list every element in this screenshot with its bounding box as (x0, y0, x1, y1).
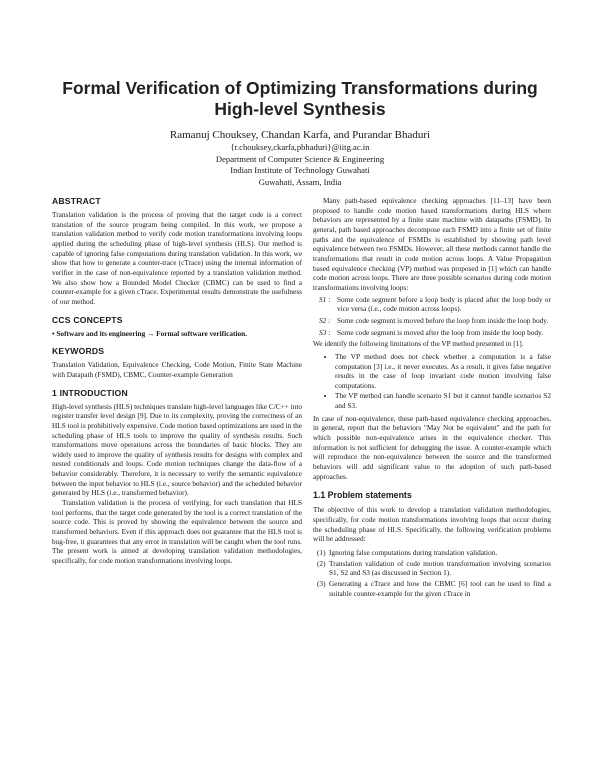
list-item (317, 578, 551, 598)
institute: Indian Institute of Technology Guwahati (230, 165, 370, 176)
affiliation-block (40, 142, 560, 188)
limitations-intro: We identify the following limitations of the VP method presented in [1]. (313, 339, 524, 349)
scenario-text: Some code segment before a loop body is placed after the loop body or vice versa (i.e., code motion across loops). (337, 294, 551, 314)
problem-statements-heading: 1.1 Problem statements (313, 490, 412, 501)
item-text: Ignoring false computations during translation validation. (329, 548, 498, 557)
list-item (317, 548, 551, 558)
item-number: (3) (317, 578, 326, 588)
list-item (317, 558, 551, 578)
scenario-text: Some code segment is moved before the loop from inside the loop body. (337, 315, 549, 325)
scenario-item (319, 295, 551, 314)
department: Department of Computer Science & Engineering (215, 153, 385, 164)
scenario-label: S3 : (319, 327, 331, 337)
location: Guwahati, Assam, India (258, 176, 342, 187)
keywords-text: Translation Validation, Equivalence Checking, Code Motion, Finite State Machine with Datapath (FSMD), CBMC, Counter-example Generation (52, 360, 302, 379)
objective-paragraph: The objective of this work to develop a translation validation methodologies, specifically, for code motion transformations involving loops that occur during the scheduling phase of HLS. Specifically, the following verification problems will be addressed: (313, 505, 551, 544)
intro-paragraph-2: Translation validation is the process of verifying, for each translation that HLS tool performs, that the target code generated by the tool is a correct translation of the source code. This is proved by showing the equivalence between the source and transformed behaviors. Even if this approach does not guarantee that the HLS tool is bug-free, it guarantees that any error in translation will be caught when the tool runs. The present work is aimed at developing translation validation methodologies, specifically, for code motion transformations involving loops. (52, 498, 302, 566)
abstract-heading: ABSTRACT (52, 196, 101, 206)
nonequivalence-paragraph: In case of non-equivalence, these path-based equivalence checking approaches, in general, report that the behaviors "May Not be equivalent" and the path for which possible non-equivalence arises in the equivalence checker. This information is not sufficient for debugging the issue. A counter-example which will reproduce the non-equivalence between the source and the transformed behaviors will add significant value to the adoption of such path-based approaches. (313, 413, 551, 481)
scenario-item (319, 328, 551, 338)
item-number: (2) (317, 558, 326, 568)
intro-paragraph-1: High-level synthesis (HLS) techniques translate high-level languages like C/C++ into register transfer level design [9]. Due to its complexity, proving the correctness of an HLS tool is prohibitively expensive. Code motion based optimizations are used in the scheduling phase of HLS tools to improve the quality of synthesis results. Such transformations move operations across the boundaries of basic blocks. They are widely used to improve the quality of synthesis results for designs with complex and nested conditionals and loops. Code motion techniques change the data-flow of a behavior considerably. Therefore, it is necessary to verify the semantic equivalence between the input behavior to HLS (i.e., source behavior) and the scheduled behavior generated by HLS (i.e., transformed behavior). (52, 401, 302, 498)
scenario-text: Some code segment is moved after the loop from inside the loop body. (337, 327, 544, 337)
ccs-heading: CCS CONCEPTS (52, 314, 123, 325)
ccs-concepts: • Software and its engineering → Formal software verification. (52, 328, 248, 338)
scenario-item (319, 316, 551, 326)
scenario-label: S2 : (319, 315, 331, 325)
item-text: Translation validation of code motion transformation involving scenarios S1, S2 and S3 (as discussed in Section 1). (329, 558, 551, 578)
left-column (52, 196, 302, 566)
paper-title: Formal Verification of Optimizing Transformations during High-level Synthesis (62, 78, 538, 119)
introduction-heading: 1 INTRODUCTION (52, 387, 128, 398)
keywords-heading: KEYWORDS (52, 346, 105, 357)
item-text: Generating a cTrace and how the CBMC [6] tool can be used to find a suitable counter-example for the given cTrace in (329, 578, 551, 598)
author-list: Ramanuj Chouksey, Chandan Karfa, and Purandar Bhaduri (169, 129, 431, 141)
right-column (313, 196, 551, 599)
list-item: • The VP method does not check whether a computation is a false computation [3] i.e., it never executes. As a result, it gives false negative results in the case of loop invariant code motion involving false computations. (335, 352, 551, 391)
vp-paragraph: Many path-based equivalence checking approaches [11–13] have been proposed to handle code motion based transformations during HLS where behaviors are represented by a finite state machine with datapaths (FSMD). In general, path based approaches decompose each FSMD into a finite set of finite paths and the equivalence of FSMDs is established by showing path level equivalence between two FSMDs. However, all these methods cannot handle the transformations that result in code motion across loops. A Value Propagation based equivalence checking (VP) method was proposed in [1] which can handle code motion across loops. There are three possible scenarios during code motion transformations involving loops: (313, 196, 551, 292)
list-item: • The VP method can handle scenario S1 but it cannot handle scenarios S2 and S3. (335, 391, 551, 410)
abstract-text: Translation validation is the process of proving that the target code is a correct translation of the source program being compiled. In this work, we propose a translation validation method to verify code motion transformations involving loops applied during the scheduling phase of high-level synthesis (HLS). Our method is capable of ignoring false computations during translation validation. In this work, we show that how to generate a counter-trace (cTrace) using the internal information of verifier in the case of non-equivalence reported by a translation validation method. We also show how a Bounded Model Checker (CBMC) can be used to find a counter-example for a given cTrace. Experimental results demonstrate the usefulness of our method. (52, 210, 302, 306)
scenario-label: S1 : (319, 294, 331, 304)
item-number: (1) (317, 548, 326, 557)
problems-list (313, 548, 551, 598)
limitations-list (313, 352, 551, 411)
author-emails: {r.chouksey,ckarfa,pbhaduri}@iitg.ac.in (230, 142, 370, 152)
